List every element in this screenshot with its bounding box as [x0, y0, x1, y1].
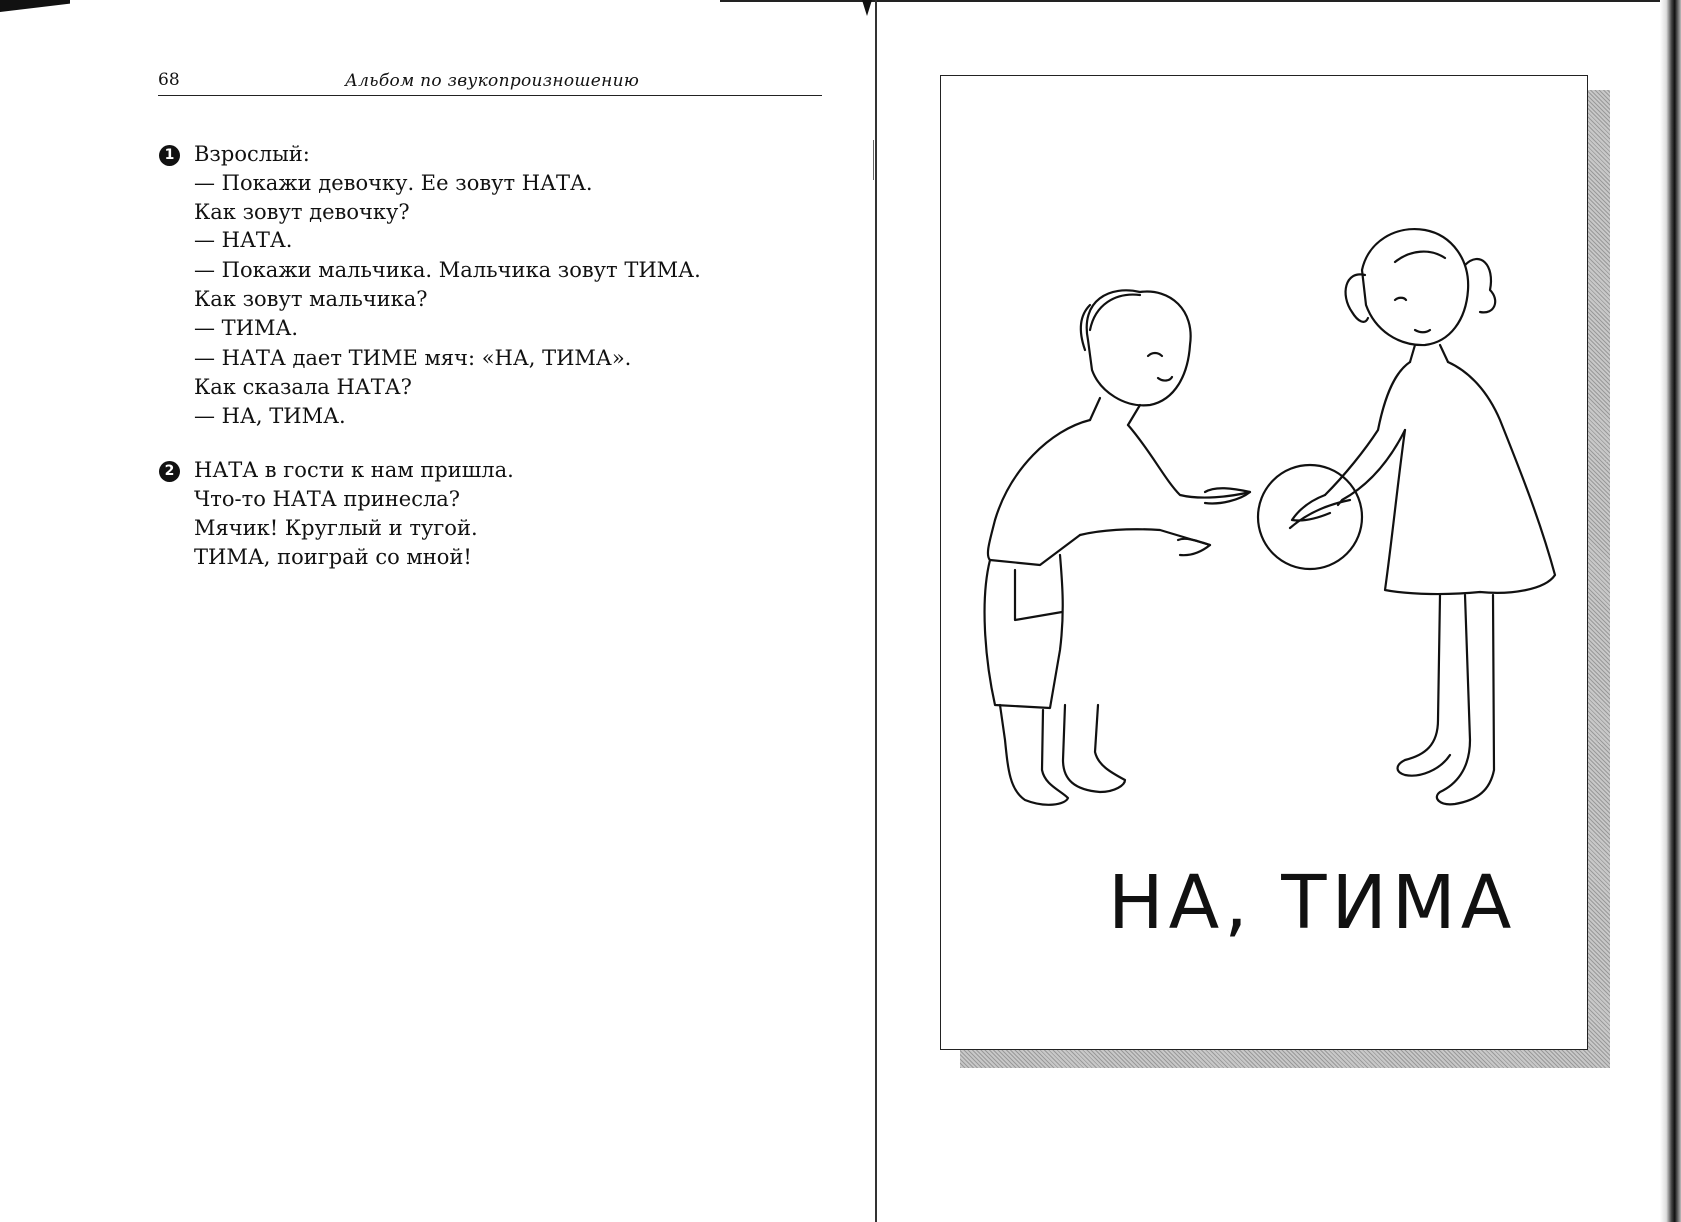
page-number: 68 [158, 70, 180, 90]
boy-figure [985, 290, 1250, 804]
exercise-2-marker: 2 [159, 461, 180, 482]
exercise-1-line: Как зовут мальчика? [194, 287, 428, 311]
poem-line: ТИМА, поиграй со мной! [194, 545, 472, 569]
exercise-1-line: Как зовут девочку? [194, 200, 410, 224]
exercise-1-line: — ТИМА. [194, 316, 299, 340]
ball [1258, 465, 1362, 569]
exercise-1-marker: 1 [159, 145, 180, 166]
poem-line: Что-то НАТА принесла? [194, 487, 461, 511]
exercise-1-line: Как сказала НАТА? [194, 375, 412, 399]
exercise-1-line: — Покажи девочку. Ее зовут НАТА. [194, 171, 593, 195]
exercise-1-line: — Покажи мальчика. Мальчика зовут ТИМА. [194, 258, 701, 282]
poem-line: Мячик! Круглый и тугой. [194, 516, 478, 540]
book-edge-shadow [1660, 0, 1681, 1222]
exercise-1-line: — НА, ТИМА. [194, 404, 346, 428]
running-title: Альбом по звукопроизношению [345, 71, 640, 91]
exercise-1-line: — НАТА. [194, 228, 293, 252]
poem-line: НАТА в гости к нам пришла. [194, 458, 514, 482]
card-caption: НА, ТИМА [1108, 860, 1517, 946]
exercise-1-line: — НАТА дает ТИМЕ мяч: «НА, ТИМА». [194, 346, 632, 370]
exercise-1-line: Взрослый: [194, 142, 310, 166]
girl-figure [1292, 229, 1555, 804]
